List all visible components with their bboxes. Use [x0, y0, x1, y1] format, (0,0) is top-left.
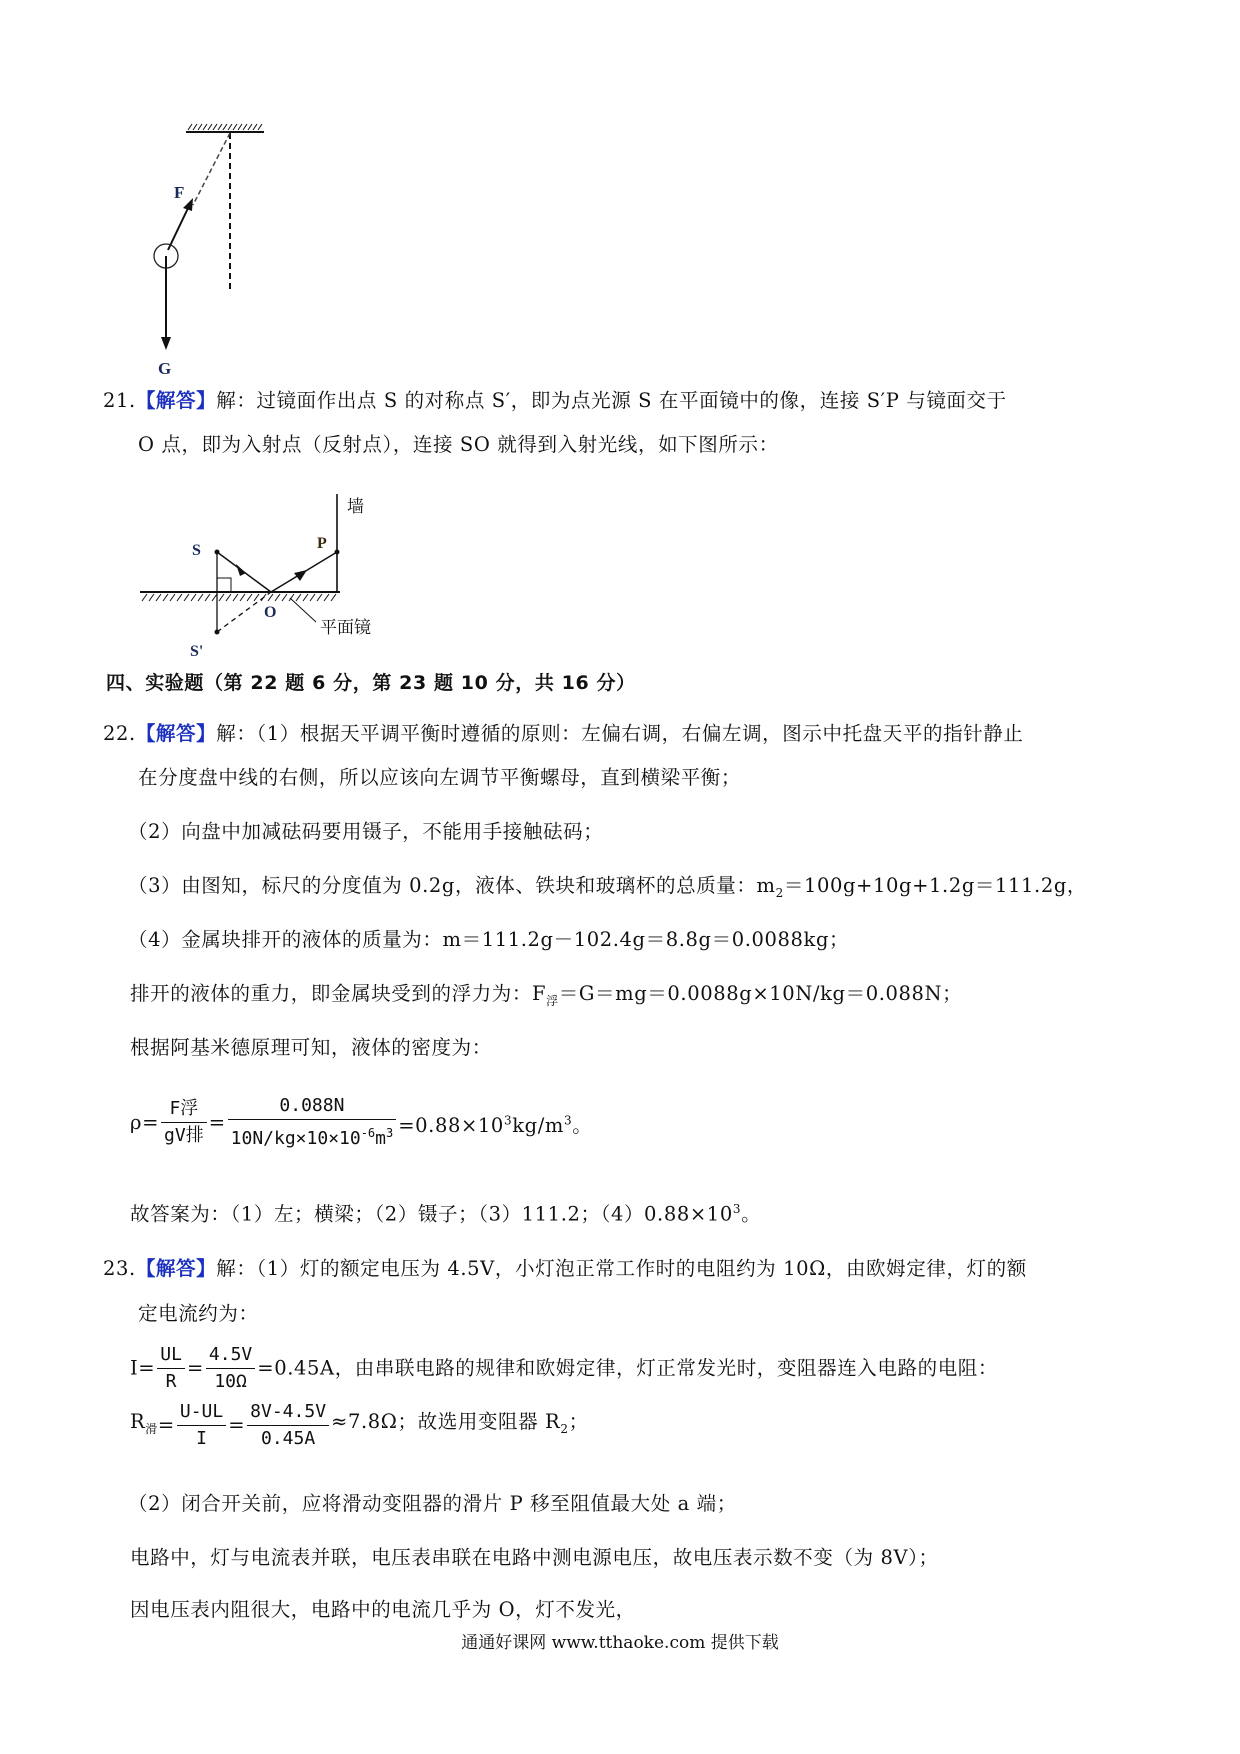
q22-density-formula [130, 1092, 592, 1154]
q23-line3: （2）闭合开关前，应将滑动变阻器的滑片 P 移至阻值最大处 a 端； [128, 1492, 737, 1515]
formula-equals: = [208, 1110, 226, 1134]
resistance-equals-2: = [228, 1413, 246, 1437]
q22-line4-subscript: 2 [775, 885, 784, 900]
current-frac1-numerator: UL [157, 1342, 185, 1369]
current-frac1-denominator: R [165, 1371, 177, 1392]
result-unit: kg/m [512, 1113, 564, 1137]
q23-line2: 定电流约为： [138, 1302, 259, 1325]
resistance-fraction-1 [177, 1399, 226, 1452]
mirror-label-leader [290, 598, 316, 622]
resistance-equals-1: = [157, 1413, 175, 1437]
result-value: =0.88×10 [398, 1113, 504, 1137]
resistance-frac2-numerator: 8V-4.5V [247, 1399, 329, 1426]
denominator-unit-exponent: 3 [386, 1126, 394, 1141]
fraction-2-numerator: 0.088N [228, 1093, 397, 1120]
current-fraction-2 [206, 1342, 255, 1395]
q22-line5: （4）金属块排开的液体的质量为：m＝111.2g－102.4g＝8.8g＝0.0088kg； [128, 928, 850, 951]
point-s [215, 550, 220, 555]
q22-line1 [103, 720, 1023, 748]
result-period: 。 [572, 1113, 593, 1137]
pendulum-force-diagram [130, 100, 280, 380]
current-lhs: I= [130, 1356, 156, 1380]
current-frac2-numerator: 4.5V [206, 1342, 255, 1369]
gravity-g-arrowhead [161, 337, 171, 350]
resistance-fraction-2 [247, 1399, 329, 1452]
string-dashed-line [193, 133, 230, 205]
ceiling-hatch [186, 124, 264, 132]
force-f-arrowhead [183, 198, 193, 211]
image-dashed-line [217, 592, 271, 632]
fraction-1-numerator: F浮 [161, 1096, 207, 1123]
label-o: O [264, 604, 277, 621]
answer-text: 故答案为：（1）左；横梁；（2）镊子；（3）111.2；（4）0.88×10 [130, 1202, 733, 1226]
answer-period: 。 [741, 1202, 762, 1226]
resistance-result [331, 1410, 589, 1436]
q23-number: 23. [103, 1257, 136, 1280]
q22-line7: 根据阿基米德原理可知，液体的密度为： [130, 1036, 492, 1059]
current-fraction-1 [157, 1342, 185, 1395]
q21-number: 21. [103, 389, 136, 412]
q22-line6-result: ＝G＝mg＝0.0088g×10N/kg＝0.088N； [558, 982, 963, 1005]
label-wall: 墙 [347, 497, 364, 516]
right-angle-mark [217, 578, 231, 592]
label-mirror: 平面镜 [320, 618, 371, 637]
resistance-symbol: R [130, 1410, 146, 1433]
q22-answer-tag: 【解答】 [135, 722, 217, 745]
resistance-result-end: ； [568, 1410, 589, 1433]
answer-exponent: 3 [732, 1202, 742, 1216]
section-heading: 四、实验题（第 22 题 6 分，第 23 题 10 分，共 16 分） [106, 672, 636, 694]
current-frac2-denominator: 10Ω [214, 1371, 247, 1392]
q23-line5: 因电压表内阻很大，电路中的电流几乎为 O，灯不发光， [130, 1598, 636, 1621]
denominator-text: 10N/kg×10×10 [230, 1128, 361, 1150]
formula-fraction-2 [228, 1093, 397, 1152]
q22-number: 22. [103, 722, 136, 745]
q23-line1 [103, 1255, 1027, 1283]
point-s-prime [215, 630, 220, 635]
force-f-arrow [168, 204, 190, 250]
q21-line2 [138, 431, 779, 459]
resistance-frac1-denominator: I [196, 1427, 207, 1449]
q21-text2: O 点，即为入射点（反射点），连接 SO 就得到入射光线，如下图所示： [138, 433, 779, 456]
resistance-result-text: ≈7.8Ω；故选用变阻器 R [331, 1410, 561, 1433]
q22-line3: （2）向盘中加减砝码要用镊子，不能用手接触砝码； [128, 820, 604, 843]
resistance-frac1-numerator: U-UL [177, 1399, 226, 1426]
q21-text1: 解：过镜面作出点 S 的对称点 S′，即为点光源 S 在平面镜中的像，连接 S′P 与镜面交于 [216, 389, 1007, 412]
label-p: P [317, 535, 327, 552]
resistance-result-subscript: 2 [560, 1421, 569, 1436]
point-p [335, 550, 340, 555]
resistance-subscript: 滑 [145, 1421, 158, 1436]
q21-answer-tag: 【解答】 [135, 389, 217, 412]
mirror-reflection-diagram [140, 480, 400, 660]
q22-line6-text: 排开的液体的重力，即金属块受到的浮力为：F [130, 982, 547, 1005]
formula-fraction-1 [161, 1096, 207, 1149]
denominator-exponent: -6 [360, 1126, 376, 1141]
q22-line6-subscript: 浮 [546, 993, 559, 1008]
reflected-arrowhead [294, 570, 307, 581]
formula-lhs: ρ= [130, 1110, 160, 1134]
fraction-1-denominator: gV排 [164, 1125, 204, 1147]
page-footer: 通通好课网 www.tthaoke.com 提供下载 [461, 1633, 779, 1653]
q23-line4: 电路中，灯与电流表并联，电压表串联在电路中测电源电压，故电压表示数不变（为 8V）； [130, 1546, 939, 1569]
current-result-text: =0.45A，由串联电路的规律和欧姆定律，灯正常发光时，变阻器连入电路的电阻： [257, 1356, 998, 1380]
result-unit-exponent: 3 [563, 1113, 573, 1127]
formula-result [398, 1114, 592, 1137]
q23-text1: 解：（1）灯的额定电压为 4.5V，小灯泡正常工作时的电阻约为 10Ω，由欧姆定律，灯的额 [216, 1257, 1027, 1280]
mirror-surface [140, 592, 340, 601]
q23-current-formula [130, 1340, 998, 1397]
resistance-lhs [130, 1410, 158, 1436]
label-force: F [174, 183, 185, 202]
result-exponent: 3 [503, 1113, 513, 1127]
q21-line1 [103, 387, 1007, 415]
fraction-2-denominator [228, 1120, 397, 1152]
label-gravity: G [158, 359, 172, 378]
q22-line4 [128, 872, 1087, 907]
incident-arrowhead [236, 564, 246, 576]
label-s: S [192, 542, 201, 559]
denominator-unit: m [375, 1128, 386, 1150]
q22-line6 [130, 980, 962, 1015]
q23-answer-tag: 【解答】 [135, 1257, 217, 1280]
q22-line2: 在分度盘中线的右侧，所以应该向左调节平衡螺母，直到横梁平衡； [138, 766, 742, 789]
resistance-frac2-denominator: 0.45A [261, 1427, 316, 1449]
q22-answer-summary [130, 1195, 761, 1229]
q22-text1: 解：（1）根据天平调平衡时遵循的原则：左偏右调，右偏左调，图示中托盘天平的指针静止 [216, 722, 1024, 745]
q23-resistance-formula [130, 1394, 589, 1457]
q22-line4-text: （3）由图知，标尺的分度值为 0.2g，液体、铁块和玻璃杯的总质量：m [128, 874, 776, 897]
q22-line4-result: ＝100g+10g+1.2g＝111.2g， [783, 874, 1088, 897]
label-s-prime: S' [190, 643, 204, 660]
current-equals: = [186, 1356, 204, 1380]
